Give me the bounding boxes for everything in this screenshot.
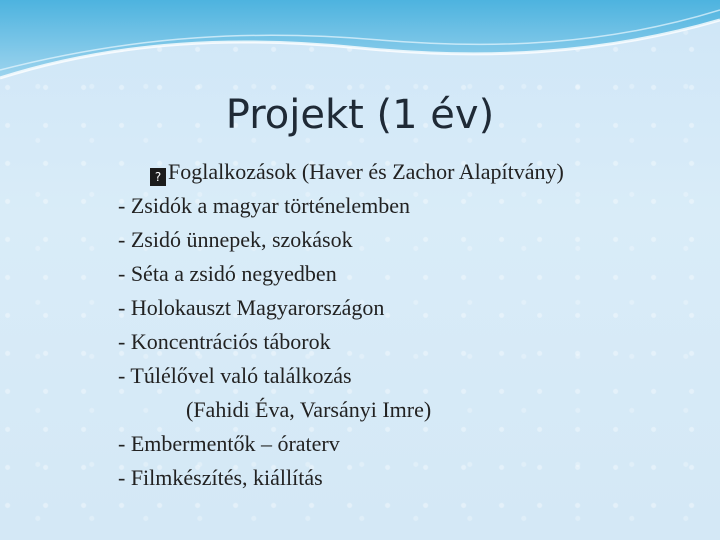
list-item: - Túlélővel való találkozás bbox=[118, 363, 352, 388]
bullet-heading bbox=[0, 155, 564, 189]
slide-title bbox=[0, 92, 720, 138]
list-item: - Séta a zsidó negyedben bbox=[118, 261, 337, 286]
top-wave-decoration bbox=[0, 0, 720, 90]
list-item: - Filmkészítés, kiállítás bbox=[118, 465, 323, 490]
list-item: - Koncentrációs táborok bbox=[118, 329, 331, 354]
list-item: - Embermentők – óraterv bbox=[118, 431, 340, 456]
list-item: - Zsidók a magyar történelemben bbox=[118, 193, 411, 218]
sub-item-list bbox=[118, 189, 710, 495]
list-item-continuation: (Fahidi Éva, Varsányi Imre) bbox=[186, 397, 432, 422]
list-item: - Holokauszt Magyarországon bbox=[118, 295, 385, 320]
slide-title-text: Projekt (1 év) bbox=[225, 92, 495, 138]
list-item: - Zsidó ünnepek, szokások bbox=[118, 227, 353, 252]
slide-content bbox=[118, 155, 710, 495]
missing-glyph-icon: ? bbox=[150, 168, 166, 186]
bullet-heading-text: Foglalkozások (Haver és Zachor Alapítvány) bbox=[168, 159, 564, 184]
